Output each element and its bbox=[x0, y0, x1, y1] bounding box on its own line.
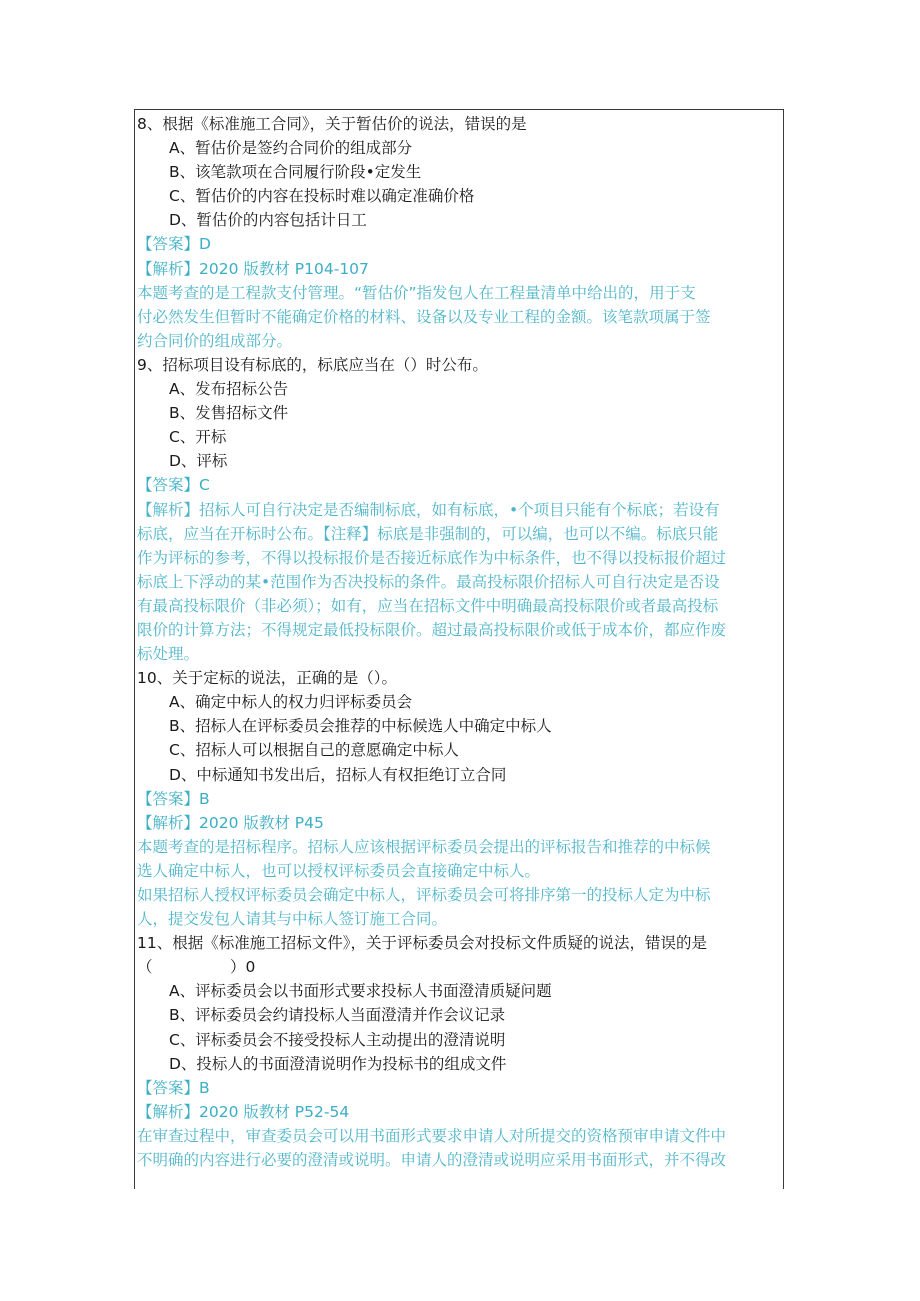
option-a: A、发布招标公告 bbox=[169, 380, 289, 399]
explanation-line: 人，提交发包人请其与中标人签订施工合同。 bbox=[137, 910, 448, 929]
option-c: C、招标人可以根据自己的意愿确定中标人 bbox=[169, 741, 459, 760]
option-b: B、招标人在评标委员会推荐的中标候选人中确定中标人 bbox=[169, 717, 552, 736]
option-b: B、该笔款项在合同履行阶段•定发生 bbox=[169, 163, 422, 182]
question-stem: 10、关于定标的说法，正确的是（）。 bbox=[137, 669, 397, 688]
explanation-line: 本题考查的是工程款支付管理。“暂估价”指发包人在工程量清单中给出的，用于支 bbox=[137, 283, 696, 302]
answer: 【答案】B bbox=[137, 1078, 210, 1097]
explanation-line: 本题考查的是招标程序。招标人应该根据评标委员会提出的评标报告和推荐的中标候 bbox=[137, 837, 711, 856]
explanation-line: 约合同价的组成部分。 bbox=[137, 331, 293, 350]
analysis-source: 【解析】2020 版教材 P52-54 bbox=[137, 1102, 350, 1121]
explanation-line: 标处理。 bbox=[137, 645, 200, 664]
option-a: A、评标委员会以书面形式要求投标人书面澄清质疑问题 bbox=[169, 982, 552, 1001]
option-d: D、中标通知书发出后，招标人有权拒绝订立合同 bbox=[169, 765, 507, 784]
option-d: D、评标 bbox=[169, 452, 228, 471]
explanation-line: 不明确的内容进行必要的澄清或说明。申请人的澄清或说明应采用书面形式，并不得改 bbox=[137, 1151, 727, 1170]
document-body bbox=[137, 112, 777, 1172]
question-8 bbox=[137, 112, 777, 353]
question-stem-continued: （ ）0 bbox=[137, 958, 256, 977]
question-stem: 8、根据《标准施工合同》，关于暂估价的说法，错误的是 bbox=[137, 115, 527, 133]
explanation-line: 标底，应当在开标时公布。【注释】标底是非强制的，可以编，也可以不编。标底只能 bbox=[137, 524, 719, 543]
analysis-source: 【解析】2020 版教材 P45 bbox=[137, 813, 324, 832]
explanation-line: 标底上下浮动的某•范围作为否决投标的条件。最高投标限价招标人可自行决定是否设 bbox=[137, 572, 720, 591]
answer: 【答案】D bbox=[137, 235, 211, 254]
option-c: C、暂估价的内容在投标时难以确定准确价格 bbox=[169, 187, 475, 206]
answer: 【答案】B bbox=[137, 789, 210, 808]
option-d: D、投标人的书面澄清说明作为投标书的组成文件 bbox=[169, 1054, 507, 1073]
answer: 【答案】C bbox=[137, 476, 210, 495]
question-stem: 11、根据《标准施工招标文件》，关于评标委员会对投标文件质疑的说法，错误的是 bbox=[137, 934, 707, 953]
option-b: B、发售招标文件 bbox=[169, 404, 289, 423]
explanation-line: 限价的计算方法；不得规定最低投标限价。超过最高投标限价或低于成本价，都应作废 bbox=[137, 620, 727, 639]
option-a: A、暂估价是签约合同价的组成部分 bbox=[169, 139, 413, 158]
explanation-line: 选人确定中标人，也可以授权评标委员会直接确定中标人。 bbox=[137, 861, 541, 880]
question-10 bbox=[137, 666, 777, 931]
question-stem: 9、招标项目设有标底的，标底应当在（）时公布。 bbox=[137, 355, 488, 374]
explanation-line: 付必然发生但暂时不能确定价格的材料、设备以及专业工程的金额。该笔款项属于签 bbox=[137, 307, 711, 326]
question-11 bbox=[137, 931, 777, 1172]
question-9 bbox=[137, 353, 777, 666]
analysis-source: 【解析】2020 版教材 P104-107 bbox=[137, 259, 369, 278]
explanation-line: 如果招标人授权评标委员会确定中标人，评标委员会可将排序第一的投标人定为中标 bbox=[137, 886, 711, 904]
explanation-line: 在审查过程中，审查委员会可以用书面形式要求申请人对所提交的资格预审申请文件中 bbox=[137, 1126, 727, 1145]
option-c: C、评标委员会不接受投标人主动提出的澄清说明 bbox=[169, 1030, 506, 1049]
option-a: A、确定中标人的权力归评标委员会 bbox=[169, 693, 413, 712]
explanation-line: 【解析】招标人可自行决定是否编制标底，如有标底，•个项目只能有个标底；若设有 bbox=[137, 500, 720, 519]
explanation-line: 作为评标的参考，不得以投标报价是否接近标底作为中标条件，也不得以投标报价超过 bbox=[137, 548, 727, 567]
option-b: B、评标委员会约请投标人当面澄清并作会议记录 bbox=[169, 1006, 506, 1025]
explanation-line: 有最高投标限价（非必须）；如有，应当在招标文件中明确最高投标限价或者最高投标 bbox=[137, 596, 719, 615]
option-d: D、暂估价的内容包括计日工 bbox=[169, 211, 367, 230]
option-c: C、开标 bbox=[169, 428, 227, 447]
